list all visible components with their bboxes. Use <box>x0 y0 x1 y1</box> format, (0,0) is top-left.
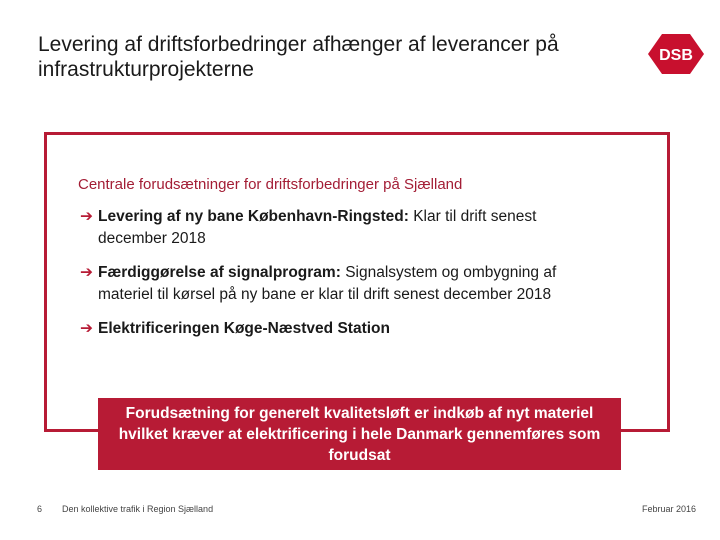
dsb-logo <box>648 32 704 76</box>
bullet-bold: Levering af ny bane København-Ringsted: <box>98 208 409 225</box>
arrow-right-icon: ➔ <box>80 264 93 281</box>
footer-text: Den kollektive trafik i Region Sjælland <box>62 504 214 514</box>
bullet-text: Klar til drift senest <box>408 208 537 225</box>
bullet-text-cont: december 2018 <box>98 230 206 247</box>
footer-date: Februar 2016 <box>641 504 696 514</box>
bullet-bold: Elektrificeringen Køge-Næstved Station <box>98 320 390 337</box>
callout-text: Forudsætning for generelt kvalitetsløft er indkøb af nyt materiel hvilket kræver at elektrificering i hele Danmark gennemføres som forudsat <box>118 404 601 464</box>
slide-title: Levering af driftsforbedringer afhænger af leverancer på infrastrukturprojekterne <box>38 33 559 81</box>
arrow-right-icon: ➔ <box>80 320 93 337</box>
bullet-item <box>80 318 660 340</box>
bullet-text: Signalsystem og ombygning af <box>340 264 557 281</box>
bullet-text-cont: materiel til kørsel på ny bane er klar til drift senest december 2018 <box>98 286 552 303</box>
logo-text: DSB <box>659 47 693 64</box>
callout-box <box>98 398 621 470</box>
bullet-item <box>80 262 660 306</box>
page-number: 6 <box>37 504 43 514</box>
arrow-right-icon: ➔ <box>80 208 93 225</box>
bullet-item <box>80 206 660 250</box>
box-heading: Centrale forudsætninger for driftsforbedringer på Sjælland <box>78 176 463 193</box>
bullet-bold: Færdiggørelse af signalprogram: <box>98 264 341 281</box>
